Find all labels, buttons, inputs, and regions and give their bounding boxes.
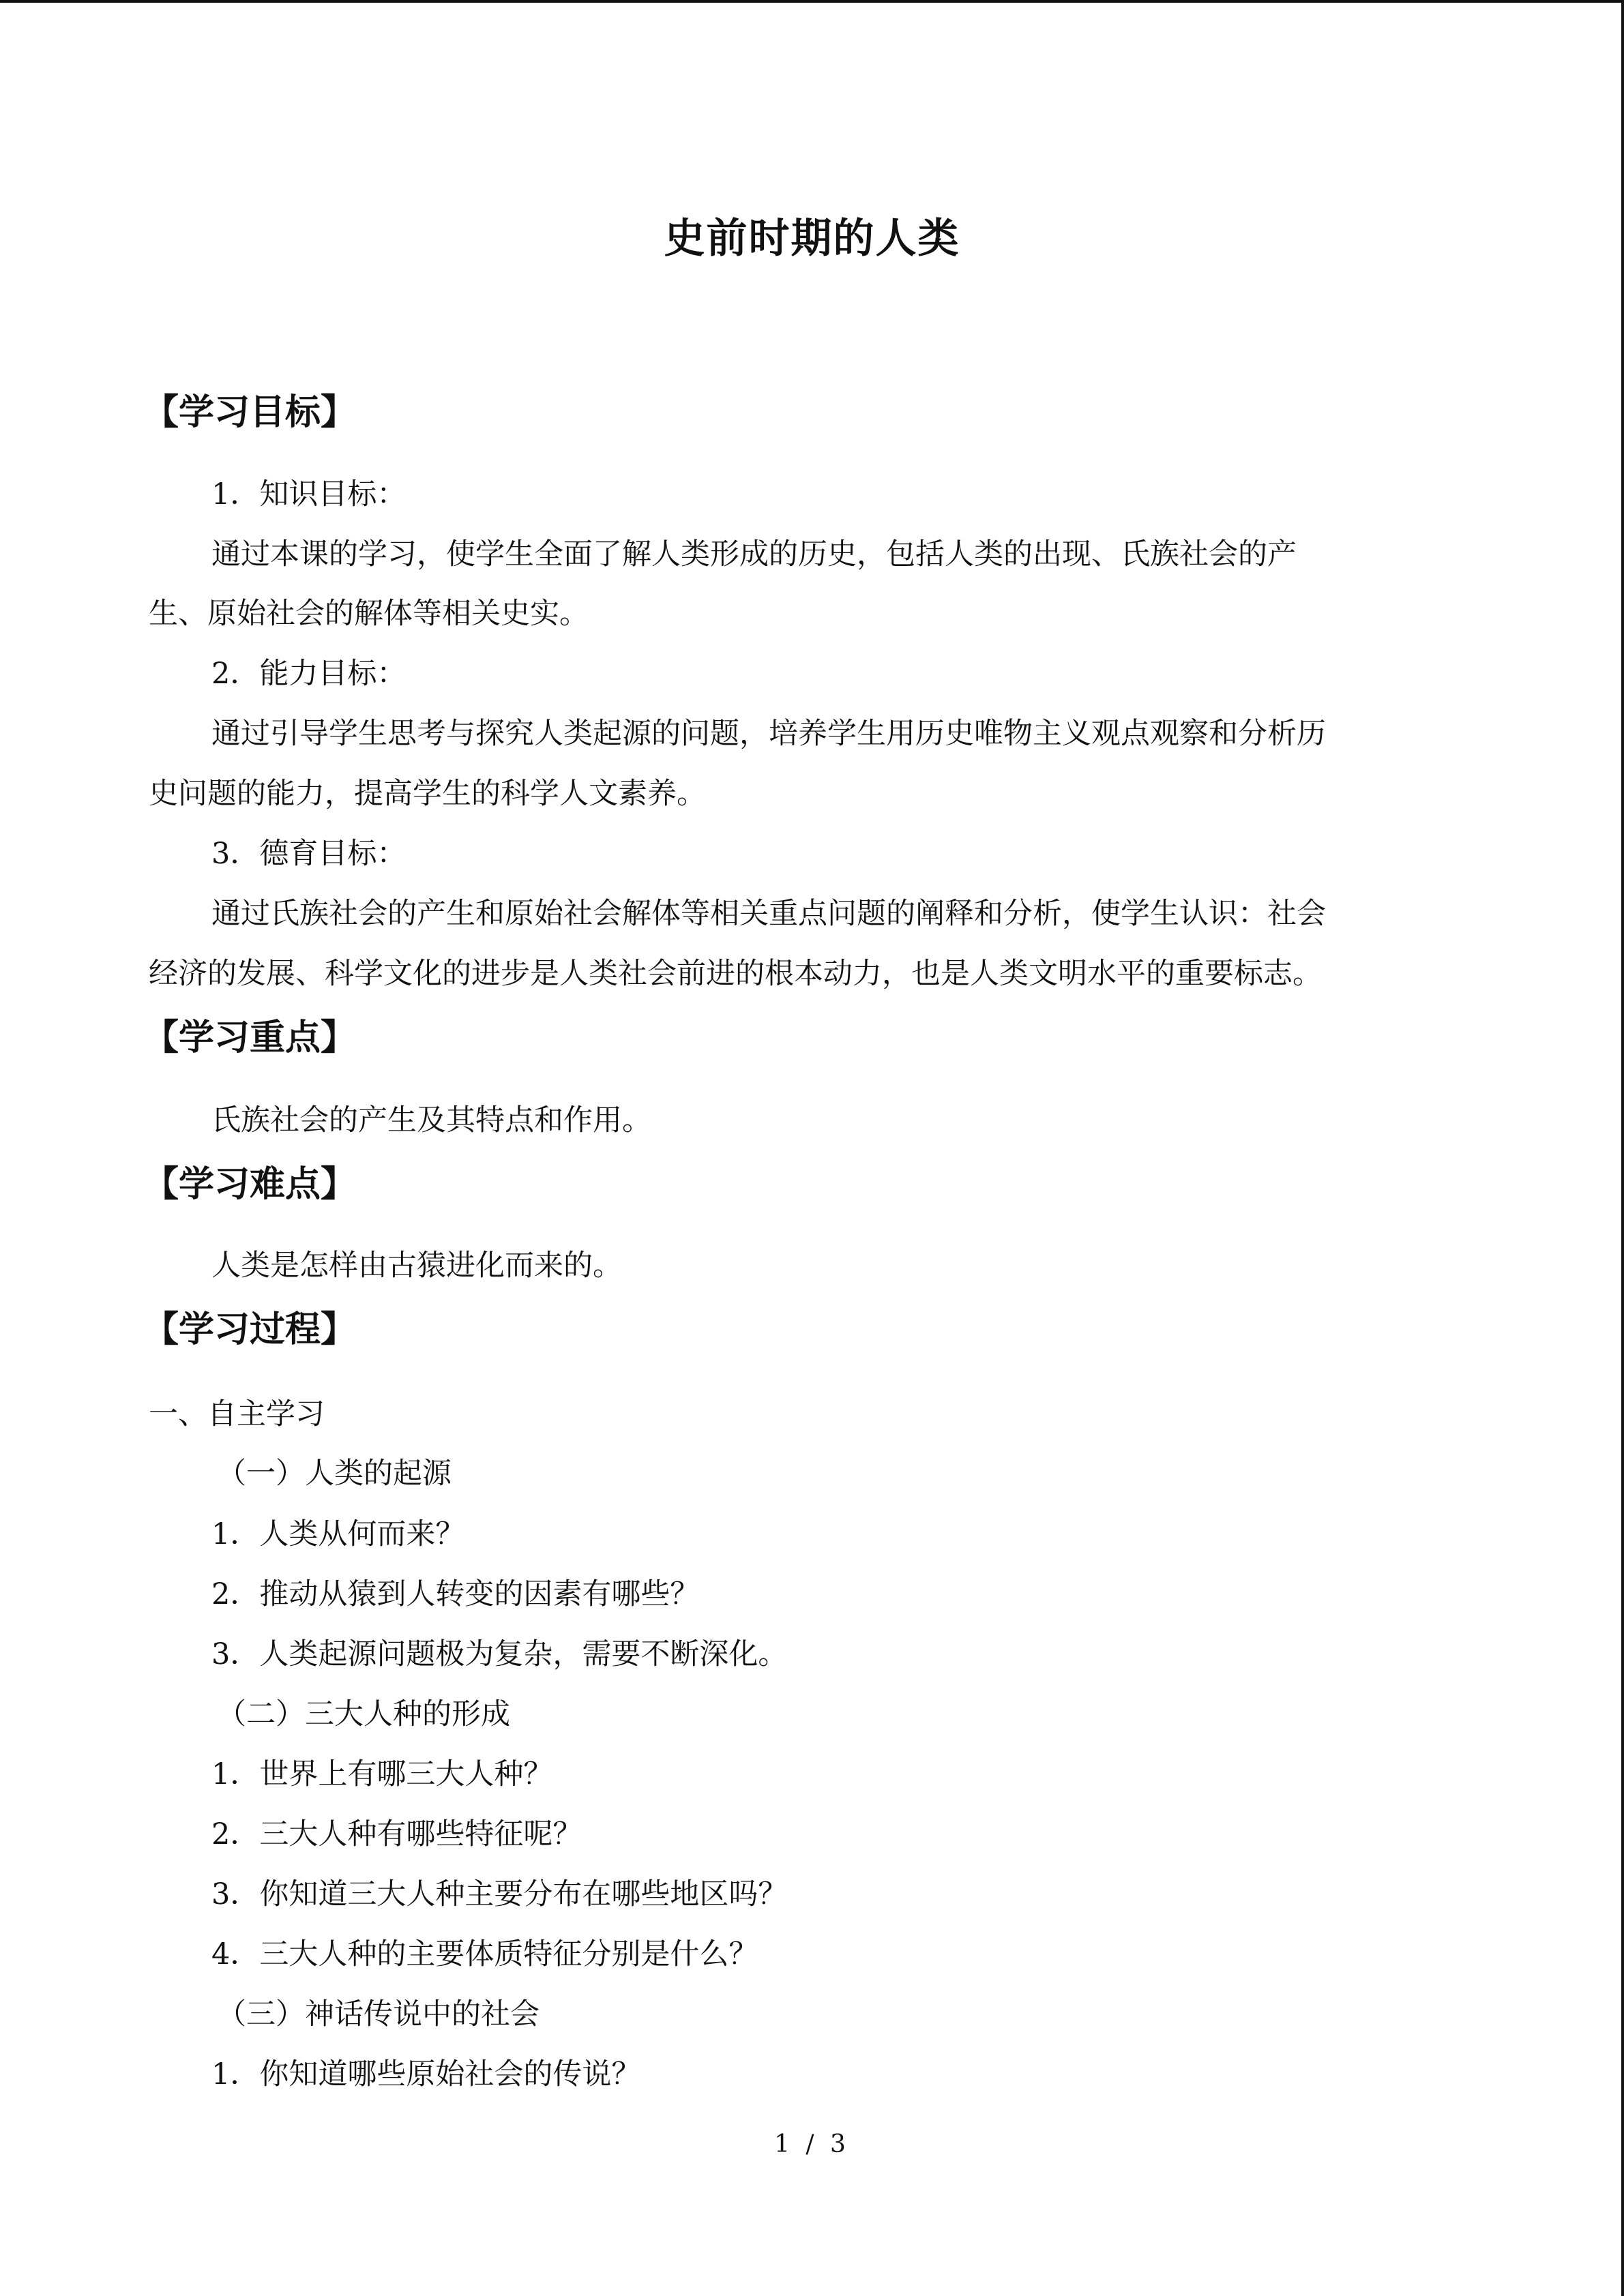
process-sub2-item: 2．三大人种有哪些特征呢？: [211, 1817, 582, 1851]
page-border-right: [1621, 0, 1624, 2296]
process-sub1-item: 2．推动从猿到人转变的因素有哪些？: [211, 1577, 700, 1611]
objective-moral-label: 3．德育目标：: [211, 837, 407, 871]
objective-knowledge-label: 1．知识目标：: [211, 477, 407, 511]
difficulties-text: 人类是怎样由古猿进化而来的。: [211, 1249, 622, 1283]
objective-ability-line2: 史问题的能力，提高学生的科学人文素养。: [149, 777, 706, 811]
process-sub2-title: （二）三大人种的形成: [217, 1697, 510, 1731]
page-number: 1 / 3: [774, 2130, 850, 2158]
objective-ability-line1: 通过引导学生思考与探究人类起源的问题，培养学生用历史唯物主义观点观察和分析历: [211, 717, 1326, 751]
objective-ability-label: 2．能力目标：: [211, 657, 407, 691]
process-sub2-item: 1．世界上有哪三大人种？: [211, 1757, 553, 1791]
objective-knowledge-line1: 通过本课的学习，使学生全面了解人类形成的历史，包括人类的出现、氏族社会的产: [211, 537, 1297, 571]
objective-moral-line1: 通过氏族社会的产生和原始社会解体等相关重点问题的阐释和分析，使学生认识：社会: [211, 897, 1326, 931]
page-border-top: [0, 0, 1624, 3]
heading-objectives: 【学习目标】: [143, 392, 357, 433]
document-title: 史前时期的人类: [664, 215, 960, 263]
process-sub1-item: 1．人类从何而来？: [211, 1517, 465, 1551]
process-sub2-item: 4．三大人种的主要体质特征分别是什么？: [211, 1937, 758, 1971]
heading-process: 【学习过程】: [143, 1309, 357, 1350]
process-sub3-title: （三）神话传说中的社会: [217, 1997, 540, 2031]
process-sub2-item: 3．你知道三大人种主要分布在哪些地区吗？: [211, 1877, 788, 1911]
process-sub1-item: 3．人类起源问题极为复杂，需要不断深化。: [211, 1637, 788, 1671]
heading-key-points: 【学习重点】: [143, 1017, 357, 1058]
objective-moral-line2: 经济的发展、科学文化的进步是人类社会前进的根本动力，也是人类文明水平的重要标志。: [149, 957, 1322, 991]
process-part1: 一、自主学习: [149, 1397, 325, 1431]
heading-difficulties: 【学习难点】: [143, 1164, 357, 1205]
key-points-text: 氏族社会的产生及其特点和作用。: [211, 1103, 651, 1137]
process-sub3-item: 1．你知道哪些原始社会的传说？: [211, 2057, 641, 2091]
objective-knowledge-line2: 生、原始社会的解体等相关史实。: [149, 597, 589, 631]
process-sub1-title: （一）人类的起源: [217, 1457, 452, 1491]
